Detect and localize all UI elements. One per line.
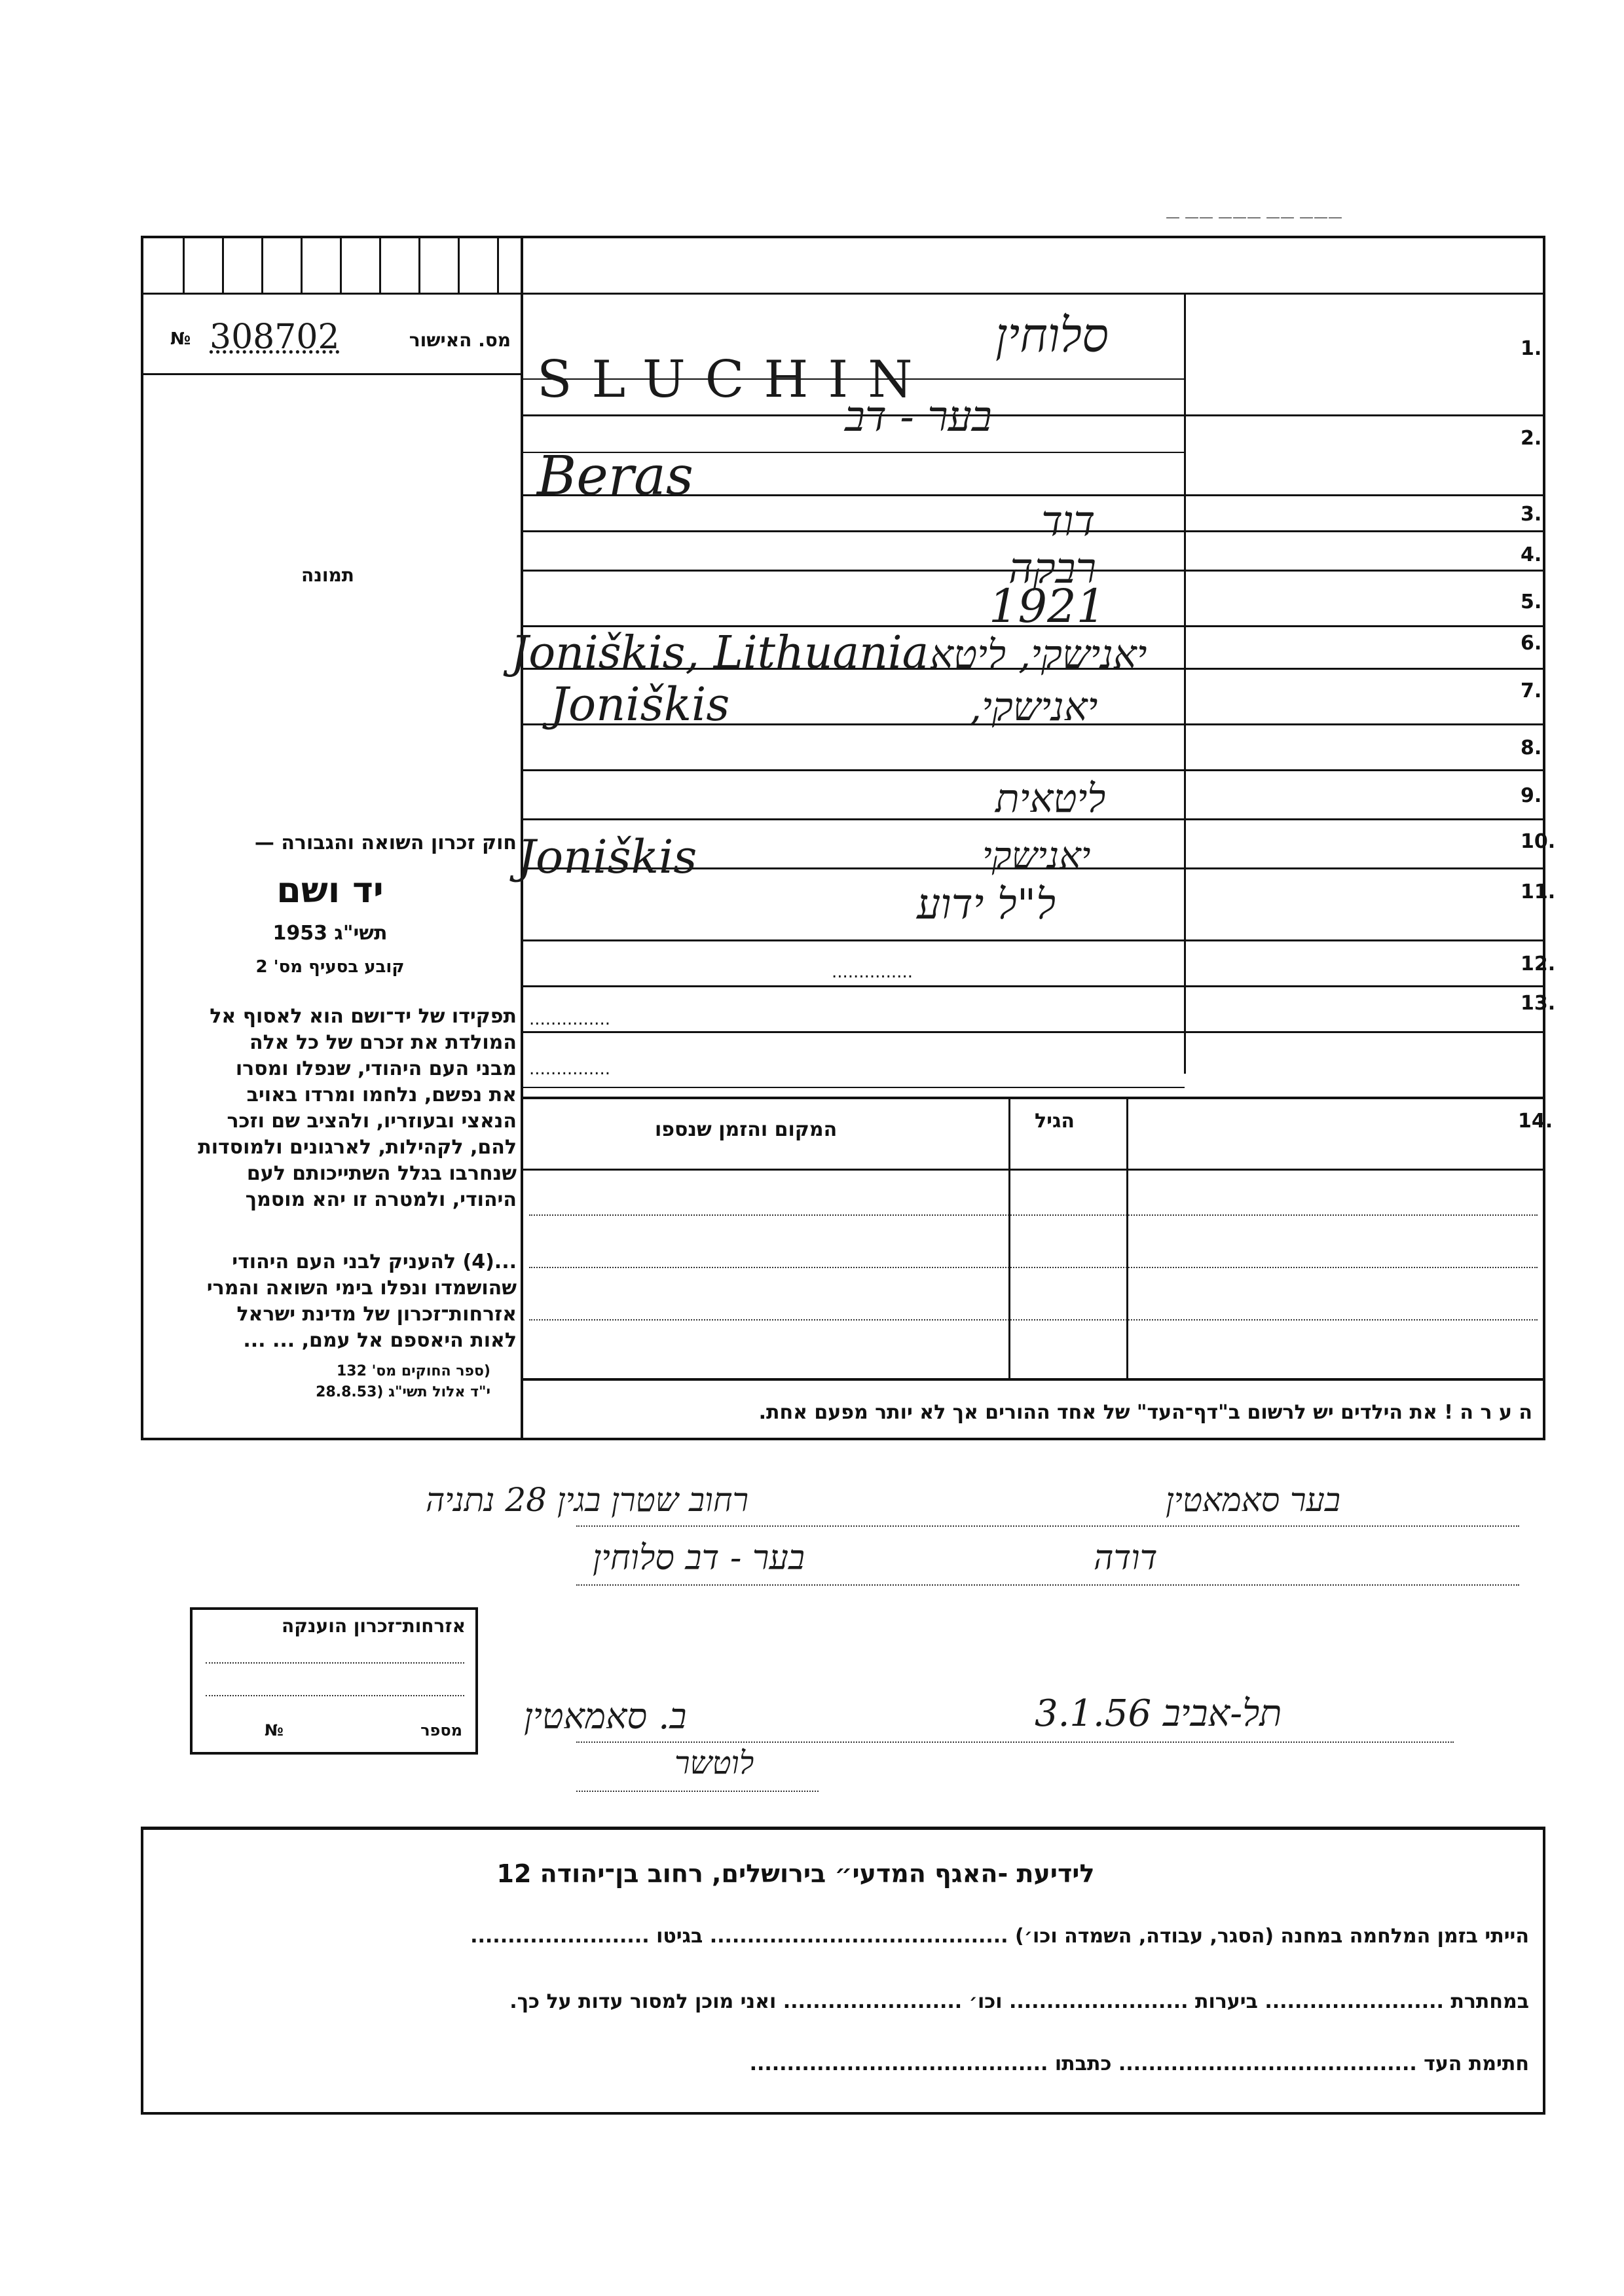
punch-strip [143, 238, 521, 295]
given-name-hebrew: בער - דב [845, 393, 992, 441]
birth-date-value: 1921 [989, 579, 1106, 633]
certificate-number-row [170, 318, 511, 357]
field-number: 12. [1521, 953, 1556, 975]
relative-underline [576, 1584, 1519, 1586]
law-body2-3: לאות היאספם אל עמם, ... ... [243, 1329, 517, 1352]
law-body-4: הנאצי ובעוזריו, ולהציב שם וזכר [227, 1110, 517, 1133]
law-body-2: מבני העם היהודי, שנפלו ומסרו [235, 1057, 517, 1080]
field-number: 14. [1518, 1110, 1553, 1133]
birth-place-latin: Joniškis, Lithuania [511, 627, 929, 679]
law-title: חוק זכרון השואה והגבורה — [254, 831, 517, 854]
father-name-value: דוד [1041, 498, 1096, 546]
law-body-0: תפקידו של יד־ושם הוא לאסוף אל [210, 1005, 517, 1028]
row-line [523, 1031, 1543, 1033]
field-number: 13. [1521, 992, 1556, 1015]
family-name-hebrew: סלוחין [995, 308, 1109, 363]
wife-age-dots: ............... [529, 1010, 610, 1029]
husband-age-dots: ............... [529, 1059, 610, 1079]
table-row-dots [529, 1319, 1538, 1321]
law-name: יד ושם [276, 869, 384, 911]
label-column-divider [1184, 295, 1186, 1074]
place-date-value: תל-אביב 3.1.56 [1035, 1692, 1282, 1735]
citizenship-no-sign: № [265, 1721, 284, 1740]
top-scribble: — —— ——— —— ——— [1166, 210, 1342, 226]
law-year: תשי"ג 1953 [272, 922, 388, 945]
relation-value: דודה [1094, 1539, 1158, 1578]
table-row-line [523, 1169, 1543, 1171]
law-body2-1: שהושמדו ונפלו בימי השואה והמרי [206, 1277, 517, 1300]
field-number: 6. [1521, 632, 1542, 655]
footer-line-2: במחתרת ........................ ביערות ........................ וכו׳ ........................ ואני מוכן למסור עדות על כך. [509, 1990, 1529, 2013]
table-bottom-line [523, 1378, 1543, 1381]
of-name-value: בער - דב סלוחין [593, 1539, 805, 1578]
mother-name-value: רבקה [1008, 545, 1097, 593]
death-place-value: ל"ל ידוע [917, 881, 1056, 929]
field-number: 5. [1521, 591, 1542, 613]
law-body-6: שנחרבו בגלל השתייכותם לעם [246, 1162, 517, 1185]
citizenship-number-label: מספר [420, 1721, 462, 1740]
law-clause: קובע בסעיף מס' 2 [255, 957, 405, 977]
table-row-dots [529, 1267, 1538, 1268]
law-body2-0: ...(4) להעניק לבני העם היהודי [232, 1250, 517, 1273]
law-ref-1: (ספר החוקים מס' 132 [336, 1363, 490, 1379]
header-line [523, 293, 1543, 295]
nationality-value: ליטאית [995, 776, 1106, 822]
officer-signature: לוטשר [674, 1745, 754, 1781]
law-body-3: את נפשם, נלחמו ומרדו באויב [246, 1084, 517, 1106]
row-line [523, 1097, 1543, 1099]
witness-name: בער סאמאטין [1166, 1481, 1340, 1519]
row-line [523, 414, 1543, 416]
citizenship-dots [206, 1695, 464, 1696]
war-residence-hebrew: יאנישקי [982, 835, 1091, 877]
field-number: 2. [1521, 427, 1542, 450]
col-age-header: הגיל [1035, 1110, 1075, 1133]
law-body-5: להם, לקהילות, לארגונים ולמוסדות [198, 1136, 517, 1159]
certificate-label: מס. האישור [409, 329, 511, 351]
law-ref-2: י"ד אלול תשי"ג (28.8.53 [316, 1384, 490, 1400]
citizenship-dots [206, 1662, 464, 1664]
footer-title: לידיעת -האגף המדעי״ בירושלים, רחוב בן־יהודה 12 [496, 1859, 1095, 1888]
witness-address: רחוב שטרן בגין 28 נתניה [426, 1481, 749, 1519]
marital-dots: ............... [832, 962, 913, 982]
birth-place-hebrew: יאנישקי, ליטא [930, 632, 1147, 678]
table-row-dots [529, 1214, 1538, 1216]
field-number: 11. [1521, 881, 1556, 903]
residence-latin: Joniškis [550, 678, 730, 731]
field-number: 7. [1521, 680, 1542, 702]
row-subline [523, 1087, 1185, 1088]
residence-hebrew: יאנישקי, [969, 684, 1098, 730]
footer-line-3: חתימת העד ........................................ כתבתו ........................................ [749, 2052, 1529, 2075]
family-name-latin: SLUCHIN [537, 350, 932, 409]
field-number: 1. [1521, 337, 1542, 360]
photo-label: תמונה [301, 564, 354, 586]
row-line [523, 769, 1543, 771]
war-residence-latin: Joniškis [517, 830, 697, 884]
place-date-underline [576, 1741, 1454, 1743]
officer-underline [576, 1791, 819, 1792]
address-underline [576, 1525, 1519, 1527]
citizenship-title: אזרחות־זכרון הוענקה [282, 1615, 466, 1637]
col-divider [1126, 1099, 1128, 1381]
field-number: 3. [1521, 503, 1542, 526]
field-number: 4. [1521, 543, 1542, 566]
no-sign: № [170, 329, 191, 349]
cert-underline [143, 373, 521, 375]
certificate-number: 308702 [210, 318, 340, 357]
col-divider [1008, 1099, 1010, 1381]
signature-value: ב. סאמאטין [524, 1696, 687, 1737]
law-body2-2: אזרחות־זכרון של מדינת ישראל [236, 1303, 517, 1326]
field-number: 9. [1521, 784, 1542, 807]
row-line [523, 939, 1543, 941]
field-number: 8. [1521, 737, 1542, 759]
given-name-latin: Beras [537, 445, 693, 507]
citizenship-box [190, 1607, 478, 1755]
field-number: 10. [1521, 830, 1556, 853]
footer-line-1: הייתי בזמן המלחמה במחנה (הסגר, עבודה, השמדה וכו׳) ........................................ בגיטו ........................ [470, 1925, 1529, 1948]
row-line [523, 530, 1543, 532]
law-body-1: המולדת את זכרם של כל אלה [249, 1031, 517, 1054]
col-place-header: המקום והזמן שנספו [655, 1118, 838, 1141]
row-line [523, 985, 1543, 987]
children-note: ה ע ר ה ! את הילדים יש לרשום ב"דף־העד" של אחד ההורים אך לא יותר מפעם אחת. [758, 1401, 1532, 1424]
law-body-7: היהודי, ולמטרה זו יהא מוסמך [245, 1188, 517, 1211]
